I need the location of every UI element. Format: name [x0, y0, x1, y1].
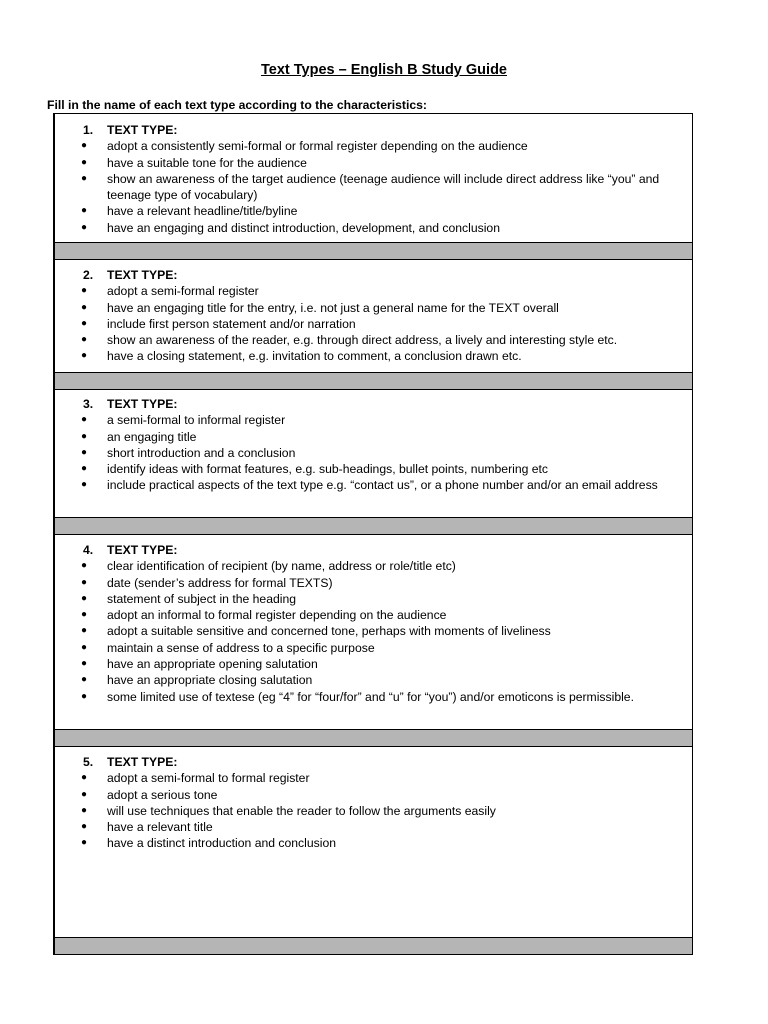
list-item: ● clear identification of recipient (by name, address or role/title etc)	[81, 559, 456, 574]
list-item: ● short introduction and a conclusion	[81, 445, 296, 460]
list-item: ● adopt a semi-formal register	[81, 284, 259, 299]
section-1	[55, 114, 692, 260]
bullet-icon: ●	[81, 479, 88, 491]
section-heading	[55, 396, 692, 412]
list-item: ● date (sender’s address for formal TEXTS)	[81, 575, 333, 590]
list-item: ● have a closing statement, e.g. invitation to comment, a conclusion drawn etc.	[81, 349, 522, 364]
page-title: Text Types – English B Study Guide	[260, 62, 507, 78]
list-item: ● adopt a suitable sensitive and concerned tone, perhaps with moments of liveliness	[81, 624, 551, 639]
section-heading	[55, 122, 692, 138]
bullet-icon: ●	[81, 205, 88, 217]
section-number: 5.	[83, 755, 94, 769]
list-item: ● an engaging title	[81, 429, 197, 444]
section-heading-label: TEXT TYPE:	[107, 123, 178, 137]
bullet-icon: ●	[81, 317, 88, 329]
section-number: 2.	[83, 268, 94, 282]
list-item: ● adopt a semi-formal to formal register	[81, 771, 310, 786]
bullet-icon: ●	[81, 414, 88, 426]
bullet-icon: ●	[81, 576, 88, 588]
bullet-icon: ●	[81, 350, 88, 362]
section-number: 1.	[83, 123, 94, 137]
bullet-icon: ●	[81, 446, 88, 458]
bullet-icon: ●	[81, 301, 88, 313]
list-item: ● have a distinct introduction and conclusion	[81, 836, 336, 851]
list-item: ● have an engaging and distinct introduction, development, and conclusion	[81, 220, 500, 235]
bullet-icon: ●	[81, 804, 88, 816]
bullet-icon: ●	[81, 609, 88, 621]
list-item: ● adopt an informal to formal register depending on the audience	[81, 608, 447, 623]
list-item: ● maintain a sense of address to a specific purpose	[81, 640, 375, 655]
list-item: ● adopt a serious tone	[81, 787, 218, 802]
separator-bar	[55, 517, 692, 535]
list-item: ● include practical aspects of the text type e.g. “contact us”, or a phone number and/or an email address	[81, 478, 658, 493]
section-heading	[55, 754, 692, 770]
section-heading-label: TEXT TYPE:	[107, 543, 178, 557]
section-heading-label: TEXT TYPE:	[107, 755, 178, 769]
bullet-icon: ●	[81, 592, 88, 604]
bullet-icon: ●	[81, 140, 88, 152]
list-item: ● have a relevant title	[81, 820, 213, 835]
list-item: ● have an appropriate opening salutation	[81, 657, 318, 672]
section-5	[55, 748, 692, 954]
list-item: ● some limited use of textese (eg “4” for “four/for” and “u” for “you”) and/or emoticons is permissible.	[81, 689, 634, 704]
bullet-icon: ●	[81, 772, 88, 784]
list-item: ● have an engaging title for the entry, i.e. not just a general name for the TEXT overall	[81, 300, 559, 315]
list-item: ● show an awareness of the target audience (teenage audience will include direct address like “you” and teenage type of vocabulary)	[81, 171, 660, 203]
bullet-icon: ●	[81, 821, 88, 833]
bullet-icon: ●	[81, 334, 88, 346]
list-item: ● statement of subject in the heading	[81, 591, 297, 606]
section-heading-label: TEXT TYPE:	[107, 268, 178, 282]
section-heading	[55, 267, 692, 283]
separator-bar	[55, 242, 692, 260]
list-item: ● will use techniques that enable the reader to follow the arguments easily	[81, 803, 496, 818]
list-item: ● have a relevant headline/title/byline	[81, 204, 298, 219]
section-3	[55, 390, 692, 536]
section-heading	[55, 542, 692, 558]
section-heading-label: TEXT TYPE:	[107, 397, 178, 411]
section-4	[55, 536, 692, 748]
section-number: 3.	[83, 397, 94, 411]
bullet-icon: ●	[81, 463, 88, 475]
separator-bar	[55, 372, 692, 390]
bullet-icon: ●	[81, 837, 88, 849]
bullet-icon: ●	[81, 625, 88, 637]
bullet-icon: ●	[81, 641, 88, 653]
list-item: ● have a suitable tone for the audience	[81, 155, 307, 170]
list-item: ● include first person statement and/or narration	[81, 316, 356, 331]
bullet-icon: ●	[81, 674, 88, 686]
section-number: 4.	[83, 543, 94, 557]
instruction-text: Fill in the name of each text type according to the characteristics:	[47, 98, 427, 112]
separator-bar	[55, 937, 692, 955]
bullet-icon: ●	[81, 172, 88, 184]
text-types-table	[53, 113, 693, 955]
bullet-icon: ●	[81, 690, 88, 702]
bullet-icon: ●	[81, 788, 88, 800]
bullet-icon: ●	[81, 658, 88, 670]
bullet-icon: ●	[81, 560, 88, 572]
section-2	[55, 260, 692, 390]
list-item: ● have an appropriate closing salutation	[81, 673, 313, 688]
separator-bar	[55, 729, 692, 747]
list-item: ● adopt a consistently semi-formal or formal register depending on the audience	[81, 139, 528, 154]
bullet-icon: ●	[81, 221, 88, 233]
bullet-icon: ●	[81, 285, 88, 297]
list-item: ● show an awareness of the reader, e.g. through direct address, a lively and interesting style etc.	[81, 333, 618, 348]
bullet-icon: ●	[81, 156, 88, 168]
list-item: ● identify ideas with format features, e.g. sub-headings, bullet points, numbering etc	[81, 462, 549, 477]
list-item: ● a semi-formal to informal register	[81, 413, 286, 428]
bullet-icon: ●	[81, 430, 88, 442]
